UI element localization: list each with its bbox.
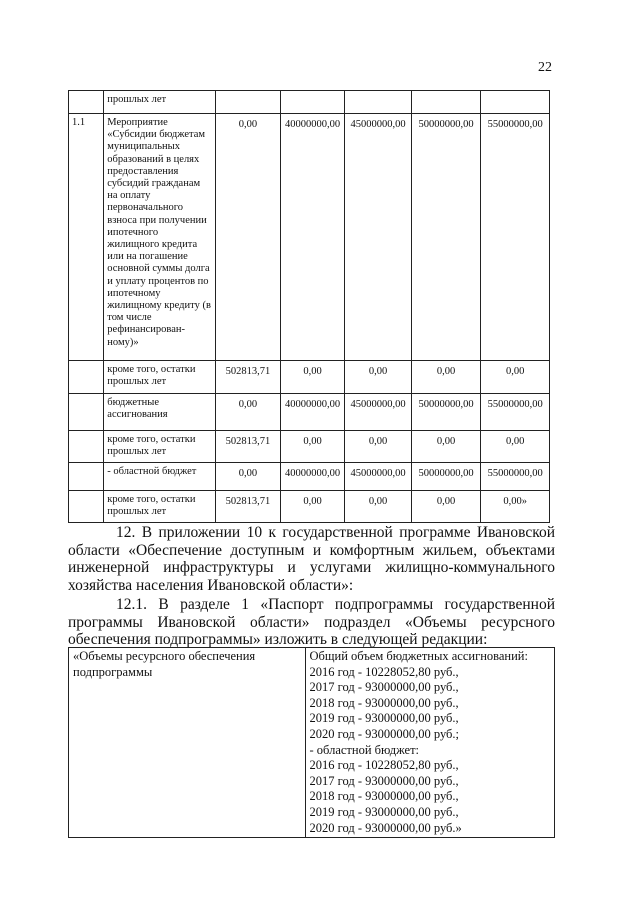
resource-line: 2019 год - 93000000,00 руб., (309, 804, 459, 819)
value-cell: 0,00 (481, 361, 550, 394)
table-row (69, 114, 550, 361)
value-cell: 502813,71 (216, 491, 281, 523)
resource-table (68, 647, 555, 838)
page-number: 22 (538, 60, 552, 75)
value-cell: 45000000,00 (345, 394, 412, 431)
value-cell: 40000000,00 (280, 463, 345, 491)
row-name: бюджетные ассигнования (104, 394, 216, 431)
value-cell: 45000000,00 (345, 114, 412, 361)
value-cell: 55000000,00 (481, 463, 550, 491)
value-cell (280, 91, 345, 114)
value-cell: 502813,71 (216, 361, 281, 394)
table-row (69, 463, 550, 491)
row-number (69, 91, 104, 114)
resource-line: 2017 год - 93000000,00 руб., (309, 680, 459, 695)
value-cell: 0,00 (345, 431, 412, 463)
resource-line: 2016 год - 10228052,80 руб., (309, 758, 459, 773)
value-cell: 502813,71 (216, 431, 281, 463)
row-name: кроме того, остатки прошлых лет (104, 491, 216, 523)
value-cell: 45000000,00 (345, 463, 412, 491)
resource-label: «Объемы ресурсного обеспечения подпрограммы (69, 648, 306, 838)
resource-line: Общий объем бюджетных ассигнований: (309, 649, 528, 663)
value-cell: 0,00 (280, 361, 345, 394)
value-cell: 0,00 (411, 361, 481, 394)
table-row (69, 91, 550, 114)
paragraph-12-1: 12.1. В разделе 1 «Паспорт подпрограммы государственной программы Ивановской области» подраздел «Объемы ресурсного обеспечения подпрограммы» изложить в следующей редакции: (68, 596, 555, 649)
value-cell: 0,00 (280, 491, 345, 523)
value-cell (216, 91, 281, 114)
value-cell: 50000000,00 (411, 463, 481, 491)
row-number (69, 463, 104, 491)
value-cell: 50000000,00 (411, 394, 481, 431)
value-cell: 0,00 (345, 491, 412, 523)
funding-table (68, 90, 550, 523)
row-number (69, 431, 104, 463)
value-cell: 0,00 (411, 431, 481, 463)
resource-line: 2020 год - 93000000,00 руб.» (309, 820, 462, 835)
table-row (69, 361, 550, 394)
resource-line: 2018 год - 93000000,00 руб., (309, 695, 459, 710)
value-cell: 0,00 (411, 491, 481, 523)
value-cell: 0,00 (216, 114, 281, 361)
value-cell: 0,00 (216, 463, 281, 491)
row-name: прошлых лет (104, 91, 216, 114)
resource-line: 2018 год - 93000000,00 руб., (309, 789, 459, 804)
value-cell (411, 91, 481, 114)
row-name: - областной бюджет (104, 463, 216, 491)
value-cell: 0,00 (345, 361, 412, 394)
row-name: кроме того, остатки прошлых лет (104, 431, 216, 463)
resource-line: 2016 год - 10228052,80 руб., (309, 664, 459, 679)
resource-values (305, 648, 554, 838)
value-cell (481, 91, 550, 114)
value-cell: 55000000,00 (481, 394, 550, 431)
table-row (69, 394, 550, 431)
value-cell: 0,00 (280, 431, 345, 463)
row-number (69, 361, 104, 394)
value-cell: 0,00» (481, 491, 550, 523)
resource-line: 2019 год - 93000000,00 руб., (309, 711, 459, 726)
row-number: 1.1 (69, 114, 104, 361)
value-cell: 40000000,00 (280, 114, 345, 361)
resource-line: 2017 год - 93000000,00 руб., (309, 773, 459, 788)
value-cell: 50000000,00 (411, 114, 481, 361)
table-row (69, 648, 555, 838)
value-cell: 55000000,00 (481, 114, 550, 361)
value-cell: 0,00 (481, 431, 550, 463)
row-name: кроме того, остатки прошлых лет (104, 361, 216, 394)
resource-line: - областной бюджет: (309, 742, 420, 757)
paragraph-12: 12. В приложении 10 к государственной программе Ивановской области «Обеспечение доступным и комфортным жильем, объектами инженерной инфраструктуры и услугами жилищно-коммунального хозяйства населения Ивановской области»: (68, 524, 555, 594)
value-cell (345, 91, 412, 114)
row-number (69, 491, 104, 523)
row-name: Мероприятие «Субсидии бюджетам муниципальных образований в целях предоставления субсидий гражданам на оплату первоначального взноса при получении ипотечного жилищного кредита или на погашение основной суммы долга и уплату процентов по ипотечному жилищному кредиту (в том числе рефинансирован-ному)» (104, 114, 216, 361)
value-cell: 40000000,00 (280, 394, 345, 431)
value-cell: 0,00 (216, 394, 281, 431)
row-number (69, 394, 104, 431)
table-row (69, 491, 550, 523)
table-row (69, 431, 550, 463)
resource-line: 2020 год - 93000000,00 руб.; (309, 726, 459, 741)
